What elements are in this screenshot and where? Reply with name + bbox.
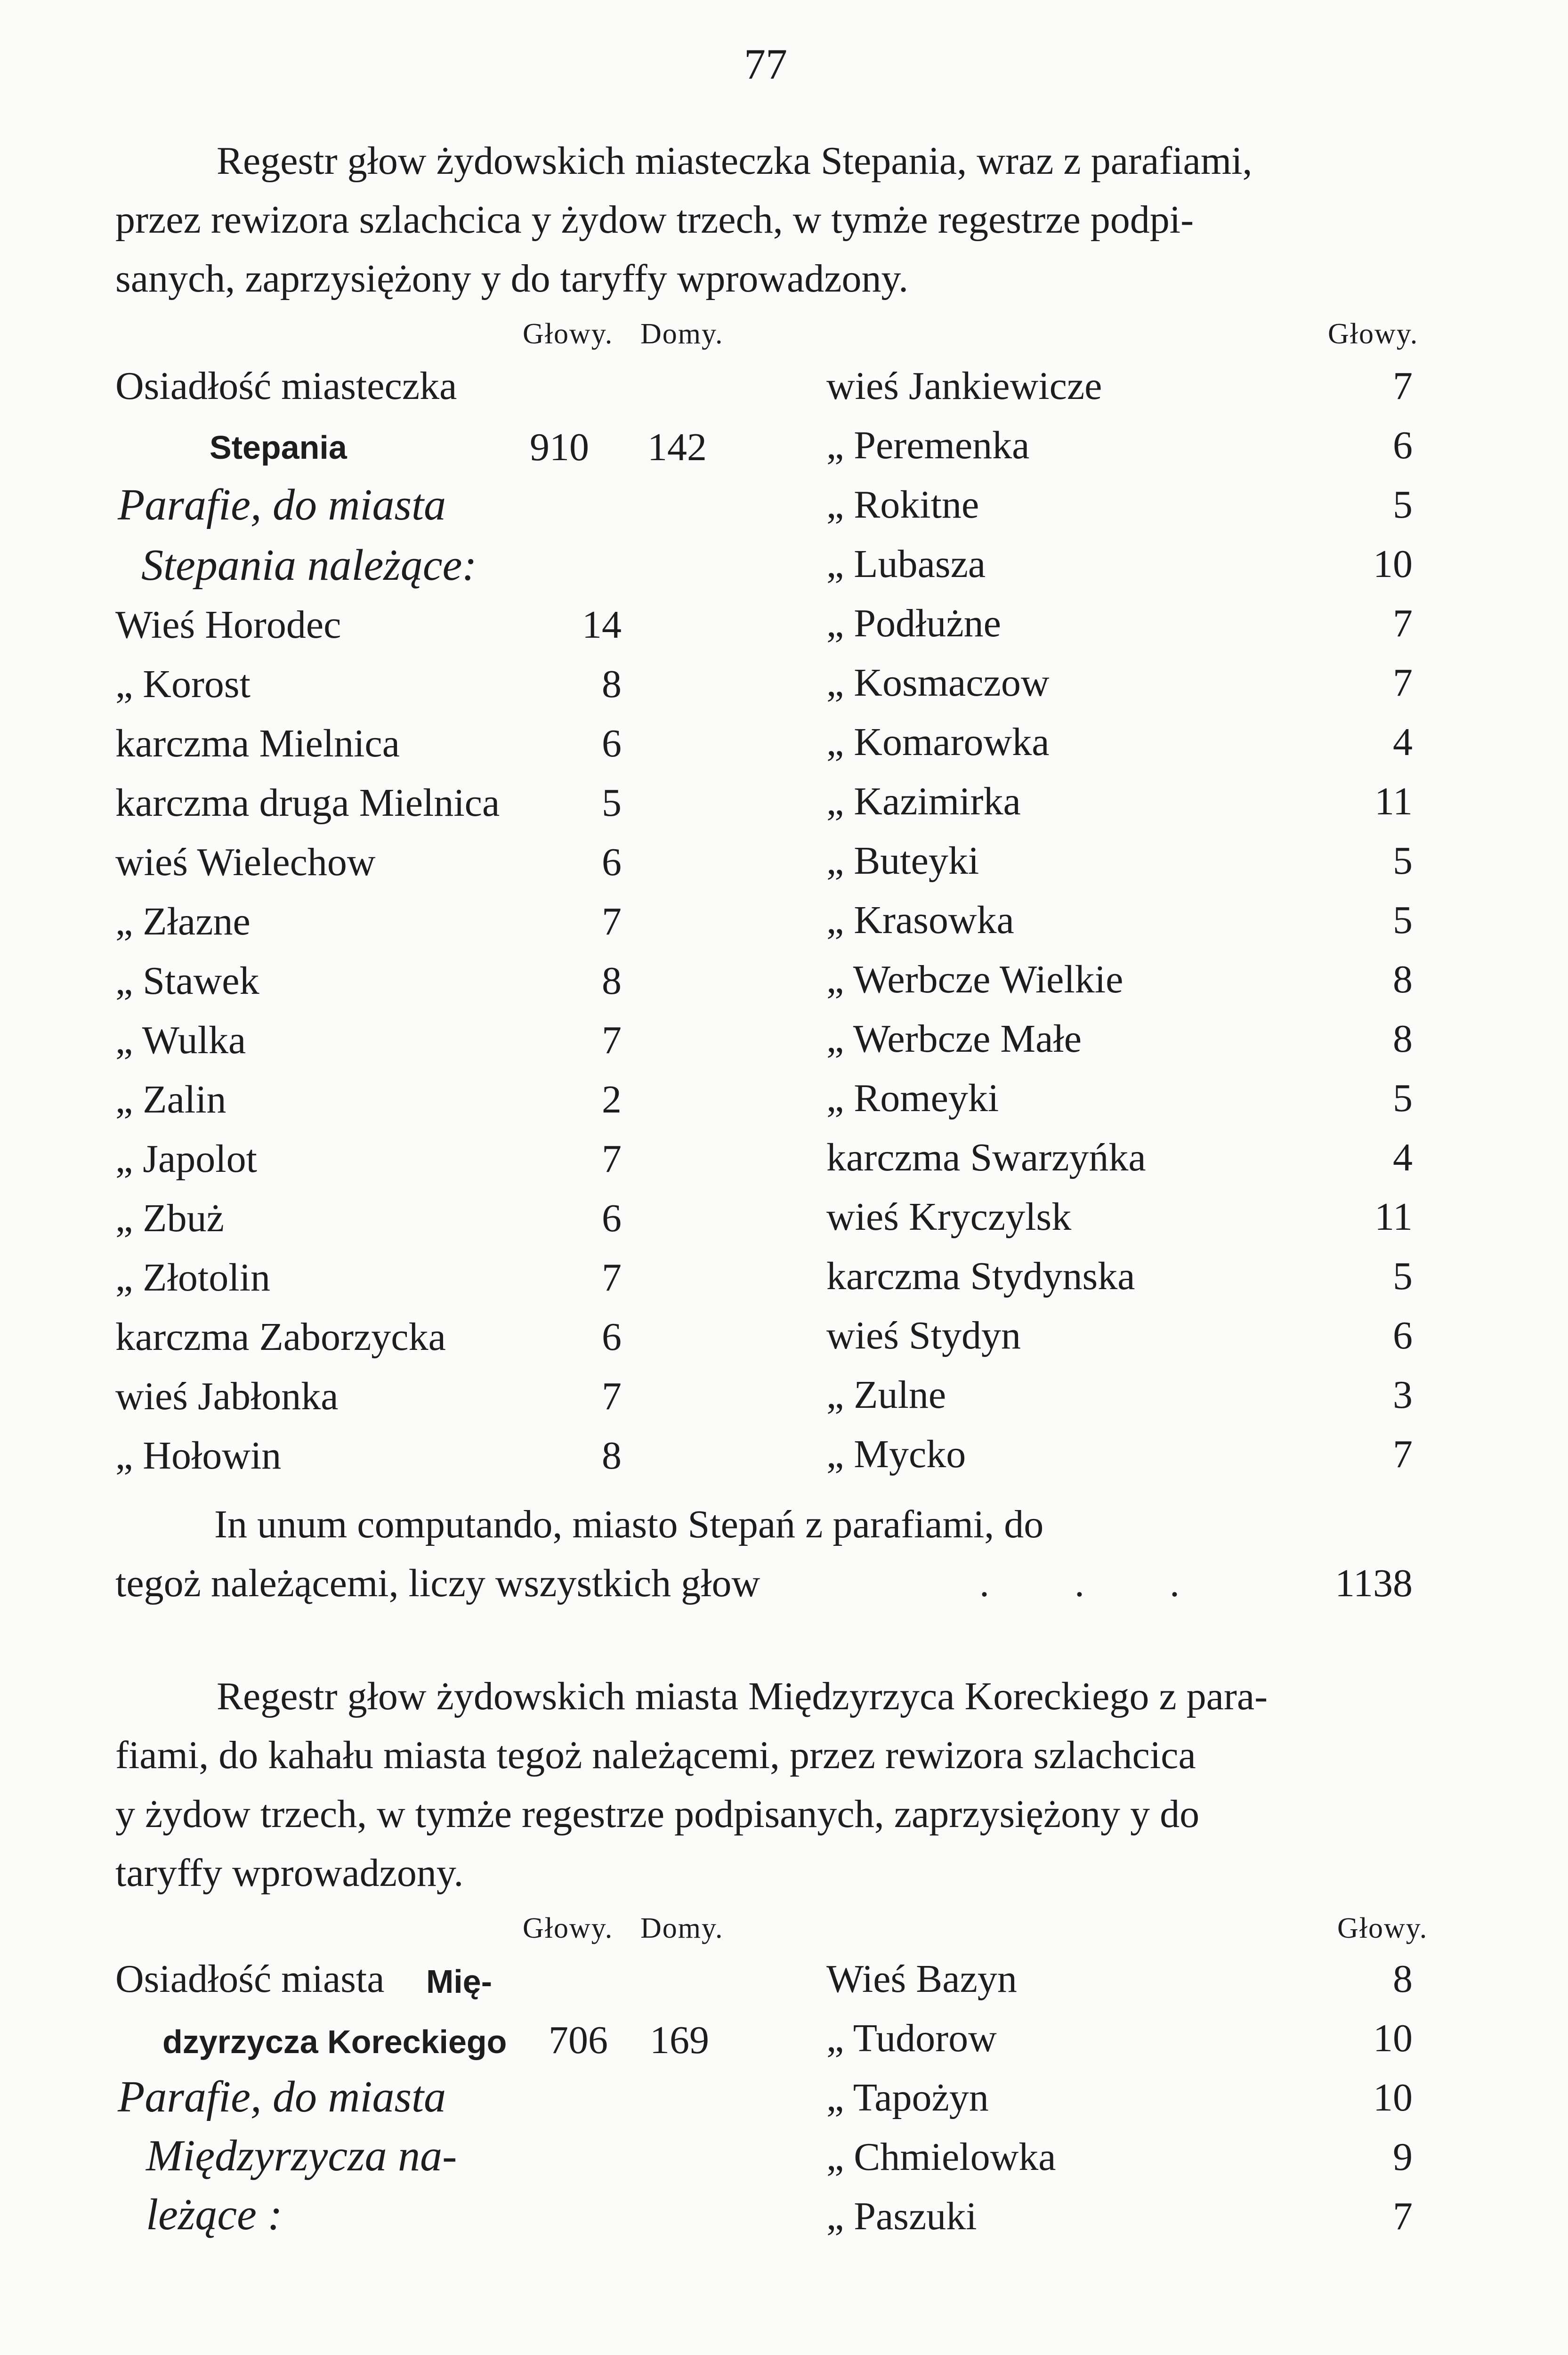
page-number: 77 <box>744 40 787 88</box>
entry-name: „ Werbcze Małe <box>826 1017 1082 1061</box>
entry-name: „ Złotolin <box>115 1256 270 1299</box>
entry-name: „ Mycko <box>826 1432 966 1476</box>
parafie-heading: Parafie, do miasta <box>118 2072 446 2121</box>
entry-value: 6 <box>602 840 622 884</box>
entry-name: „ Romeyki <box>826 1076 999 1120</box>
entry-value: 7 <box>602 1256 622 1299</box>
summary-line: In unum computando, miasto Stepań z parafiami, do <box>214 1502 1044 1546</box>
entry-value: 5 <box>602 781 622 825</box>
entry-name: „ Stawek <box>115 959 259 1003</box>
entry-value: 7 <box>602 1374 622 1418</box>
intro-line: przez rewizora szlachcica y żydow trzech, w tymże regestrze podpi- <box>115 198 1194 242</box>
entry-name: „ Hołowin <box>115 1434 282 1478</box>
town-name: dzyrzycza Koreckiego <box>162 2023 507 2060</box>
entry-value: 3 <box>1393 1373 1413 1417</box>
entry-value: 14 <box>582 603 622 647</box>
entry-value: 8 <box>602 662 622 706</box>
town-glowy: 706 <box>549 2018 608 2062</box>
entry-value: 4 <box>1393 720 1413 764</box>
entry-name: „ Tapożyn <box>826 2076 989 2120</box>
entry-value: 8 <box>602 959 622 1003</box>
entry-name: „ Korost <box>115 662 251 706</box>
header-glowy: Głowy. <box>523 1912 614 1944</box>
entry-name: „ Buteyki <box>826 839 979 883</box>
header-glowy: Głowy. <box>523 318 614 350</box>
entry-value: 6 <box>602 1196 622 1240</box>
entry-name: Wieś Horodec <box>115 603 341 647</box>
entry-name: karczma druga Mielnica <box>115 781 500 825</box>
town-name: Mię- <box>426 1963 492 2000</box>
entry-name: „ Podłużne <box>826 601 1001 645</box>
header-domy: Domy. <box>640 318 724 350</box>
entry-value: 5 <box>1393 839 1413 883</box>
entry-name: „ Złazne <box>115 900 251 943</box>
entry-value: 2 <box>602 1078 622 1121</box>
entry-value: 11 <box>1374 780 1413 823</box>
entry-name: „ Peremenka <box>826 423 1030 467</box>
entry-name: „ Paszuki <box>826 2194 977 2238</box>
entry-name: „ Krasowka <box>826 898 1014 942</box>
entry-value: 6 <box>602 722 622 765</box>
entry-name: „ Zalin <box>115 1078 226 1121</box>
entry-value: 6 <box>602 1315 622 1359</box>
summary-total: 1138 <box>1335 1561 1413 1605</box>
parafie-heading: leżące : <box>146 2190 283 2239</box>
town-domy: 169 <box>650 2018 709 2062</box>
entry-name: „ Kosmaczow <box>826 661 1050 705</box>
entry-name: „ Wulka <box>115 1018 246 1062</box>
parafie-heading: Międzyrzycza na- <box>146 2131 457 2180</box>
entry-value: 11 <box>1374 1195 1413 1239</box>
entry-name: Wieś Bazyn <box>826 1957 1017 2001</box>
entry-value: 8 <box>602 1434 622 1478</box>
entry-name: „ Kazimirka <box>826 780 1021 823</box>
entry-value: 10 <box>1373 2016 1413 2060</box>
entry-value: 7 <box>1393 661 1413 705</box>
header-glowy-right: Głowy. <box>1337 1912 1428 1944</box>
entry-value: 7 <box>602 900 622 943</box>
entry-name: karczma Stydynska <box>826 1254 1135 1298</box>
entry-value: 7 <box>1393 601 1413 645</box>
entry-name: „ Komarowka <box>826 720 1050 764</box>
entry-value: 10 <box>1373 542 1413 586</box>
entry-name: karczma Mielnica <box>115 722 400 765</box>
intro-line: fiami, do kahału miasta tegoż należącemi, przez rewizora szlachcica <box>115 1733 1196 1777</box>
entry-name: karczma Swarzyńka <box>826 1136 1146 1179</box>
entry-value: 5 <box>1393 898 1413 942</box>
osiadlosc-label: Osiadłość miasta <box>115 1957 385 2001</box>
entry-name: „ Werbcze Wielkie <box>826 958 1123 1001</box>
entry-name: „ Zulne <box>826 1373 946 1417</box>
entry-value: 8 <box>1393 1957 1413 2001</box>
entry-name: wieś Kryczylsk <box>826 1195 1072 1239</box>
entry-name: wieś Jankiewicze <box>826 364 1102 408</box>
entry-value: 6 <box>1393 1314 1413 1357</box>
entry-value: 5 <box>1393 1254 1413 1298</box>
intro-line: sanych, zaprzysiężony y do taryffy wprowadzony. <box>115 257 909 300</box>
entry-value: 7 <box>1393 2194 1413 2238</box>
entry-value: 7 <box>1393 1432 1413 1476</box>
parafie-heading: Stepania należące: <box>141 541 477 590</box>
entry-value: 6 <box>1393 423 1413 467</box>
entry-value: 5 <box>1393 483 1413 527</box>
parafie-heading: Parafie, do miasta <box>118 480 446 529</box>
town-name: Stepania <box>210 429 347 466</box>
entry-value: 7 <box>602 1137 622 1181</box>
intro-line: y żydow trzech, w tymże regestrze podpisanych, zaprzysiężony y do <box>115 1792 1200 1836</box>
entry-value: 8 <box>1393 958 1413 1001</box>
entry-name: „ Tudorow <box>826 2016 997 2060</box>
entry-name: wieś Stydyn <box>826 1314 1021 1357</box>
intro-line: taryffy wprowadzony. <box>115 1851 464 1895</box>
entry-name: „ Chmielowka <box>826 2135 1056 2179</box>
summary-line: tegoż należącemi, liczy wszystkich głow <box>115 1561 760 1605</box>
summary-dots: . . . <box>979 1561 1217 1605</box>
entry-value: 9 <box>1393 2135 1413 2179</box>
entry-value: 5 <box>1393 1076 1413 1120</box>
entry-name: „ Japolot <box>115 1137 257 1181</box>
entry-value: 7 <box>602 1018 622 1062</box>
entry-value: 8 <box>1393 1017 1413 1061</box>
town-domy: 142 <box>647 425 707 469</box>
entry-value: 10 <box>1373 2076 1413 2120</box>
header-glowy-right: Głowy. <box>1328 318 1419 350</box>
entry-name: karczma Zaborzycka <box>115 1315 446 1359</box>
intro-line: Regestr głow żydowskich miasta Międzyrzyca Koreckiego z para- <box>217 1674 1268 1718</box>
header-domy: Domy. <box>640 1912 724 1944</box>
entry-name: „ Rokitne <box>826 483 979 527</box>
entry-name: „ Lubasza <box>826 542 986 586</box>
entry-value: 7 <box>1393 364 1413 408</box>
entry-name: „ Zbuż <box>115 1196 224 1240</box>
entry-value: 4 <box>1393 1136 1413 1179</box>
entry-name: wieś Jabłonka <box>115 1374 339 1418</box>
osiadlosc-label: Osiadłość miasteczka <box>115 364 457 408</box>
town-glowy: 910 <box>530 425 589 469</box>
intro-line: Regestr głow żydowskich miasteczka Stepania, wraz z parafiami, <box>217 139 1253 183</box>
entry-name: wieś Wielechow <box>115 840 376 884</box>
